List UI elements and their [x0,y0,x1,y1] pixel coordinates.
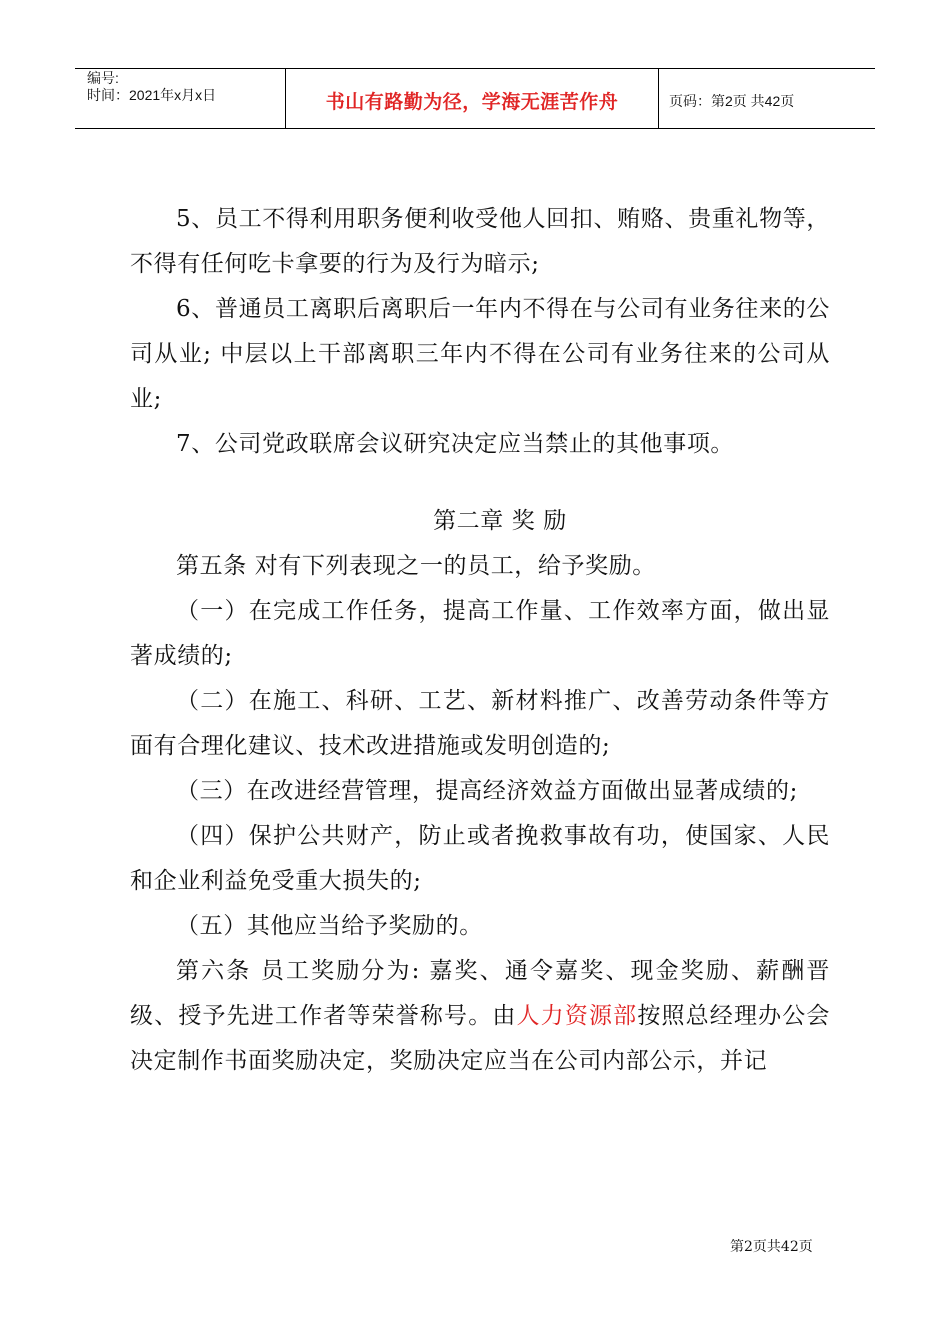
article-5-item-3: （三）在改进经营管理，提高经济效益方面做出显著成绩的; [176,778,798,804]
footer-page-info: 第2页共42页 [730,1239,813,1255]
article-6 [130,949,830,1084]
article-5-item-4: （四）保护公共财产，防止或者挽救事故有功，使国家、人民和企业利益免受重大损失的; [130,823,830,894]
header-left-cell [75,69,286,128]
clause-5: 5、员工不得利用职务便利收受他人回扣、贿赂、贵重礼物等，不得有任何吃卡拿要的行为及行为暗示; [130,206,830,277]
document-time-label: 时间：2021年x月x日 [87,87,217,103]
header-page-info: 页码：第2页 共42页 [669,92,795,109]
chapter-title: 第二章 奖 励 [433,508,567,534]
clause-6: 6、普通员工离职后离职后一年内不得在与公司有业务往来的公司从业; 中层以上干部离职三年内不得在公司有业务往来的公司从业; [130,296,830,412]
article-5-item-1: （一）在完成工作任务，提高工作量、工作效率方面，做出显著成绩的; [130,598,830,669]
header-table [75,68,875,129]
document-body [130,197,830,1084]
article-5-item-2: （二）在施工、科研、工艺、新材料推广、改善劳动条件等方面有合理化建议、技术改进措施或发明创造的; [130,688,830,759]
article-5-item-5: （五）其他应当给予奖励的。 [176,913,483,939]
section-gap [130,467,830,499]
document-number-label: 编号: [87,70,119,86]
article-6-text-start: 第六条 员工奖励分为: 嘉奖、通令嘉奖、现金奖励、薪酬晋级、授予先进工作者等荣誉称号。由 [130,958,830,1029]
hr-department-highlight: 人力资源部 [516,1003,638,1029]
header-page-cell [659,69,875,128]
header-motto-cell [286,69,659,128]
clause-7: 7、公司党政联席会议研究决定应当禁止的其他事项。 [176,431,735,457]
article-5: 第五条 对有下列表现之一的员工，给予奖励。 [176,553,656,579]
header-motto: 书山有路勤为径，学海无涯苦作舟 [325,91,619,113]
article-6-text-end: 按照总经理办公会决定制作书面奖励决定，奖励决定应当在公司内部公示，并记 [130,1003,831,1074]
